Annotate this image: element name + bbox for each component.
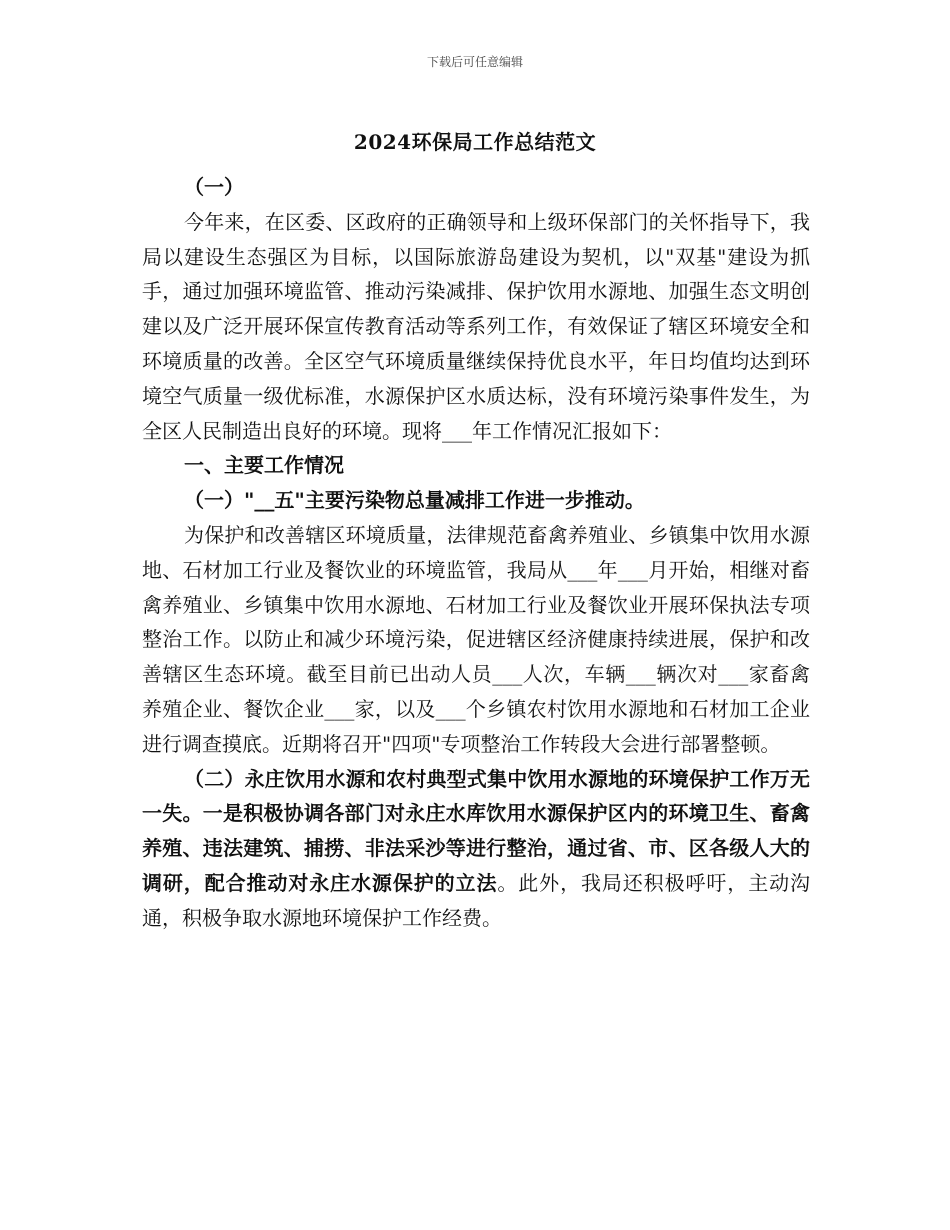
document-body — [142, 170, 810, 936]
document-title: 2024环保局工作总结范文 — [353, 130, 597, 154]
intro-paragraph: 今年来，在区委、区政府的正确领导和上级环保部门的关怀指导下，我局以建设生态强区为目标，以国际旅游岛建设为契机，以"双基"建设为抓手，通过加强环境监管、推动污染减排、保护饮用水源地、加强生态文明创建以及广泛开展环保宣传教育活动等系列工作，有效保证了辖区环境安全和环境质量的改善。全区空气环境质量继续保持优良水平，年日均值均达到环境空气质量一级优标准，水源保护区水质达标，没有环境污染事件发生，为全区人民制造出良好的环境。现将___年工作情况汇报如下： — [142, 209, 810, 443]
subheading-emission-reduction: （一）"__五"主要污染物总量减排工作进一步推动。 — [184, 488, 645, 513]
water-source-regular-text: 。此外，我局还积极呼吁，主动沟通，积极争取水源地环境保护工作经费。 — [142, 870, 811, 930]
water-source-bold-text: （二）永庄饮用水源和农村典型式集中饮用水源地的环境保护工作万无一失。一是积极协调各部门对永庄水库饮用水源保护区内的环境卫生、畜禽养殖、违法建筑、捕捞、非法采沙等进行整治，通过省、市、区各级人大的调研，配合推动对永庄水源保护的立法 — [142, 766, 810, 895]
paragraph-water-source — [142, 762, 810, 936]
paragraph-enforcement: 为保护和改善辖区环境质量，法律规范畜禽养殖业、乡镇集中饮用水源地、石材加工行业及餐饮业的环境监管，我局从___年___月开始，相继对畜禽养殖业、乡镇集中饮用水源地、石材加工行业及餐饮业开展环保执法专项整治工作。以防止和减少环境污染，促进辖区经济健康持续进展，保护和改善辖区生态环境。截至目前已出动人员___人次，车辆___辆次对___家畜禽养殖企业、餐饮企业___家，以及___个乡镇农村饮用水源地和石材加工企业进行调查摸底。近期将召开"四项"专项整治工作转段大会进行部署整顿。 — [142, 522, 810, 756]
heading-main-work: 一、主要工作情况 — [184, 453, 344, 478]
section-marker: （一） — [184, 175, 244, 199]
page-header-note: 下载后可任意编辑 — [426, 55, 523, 69]
